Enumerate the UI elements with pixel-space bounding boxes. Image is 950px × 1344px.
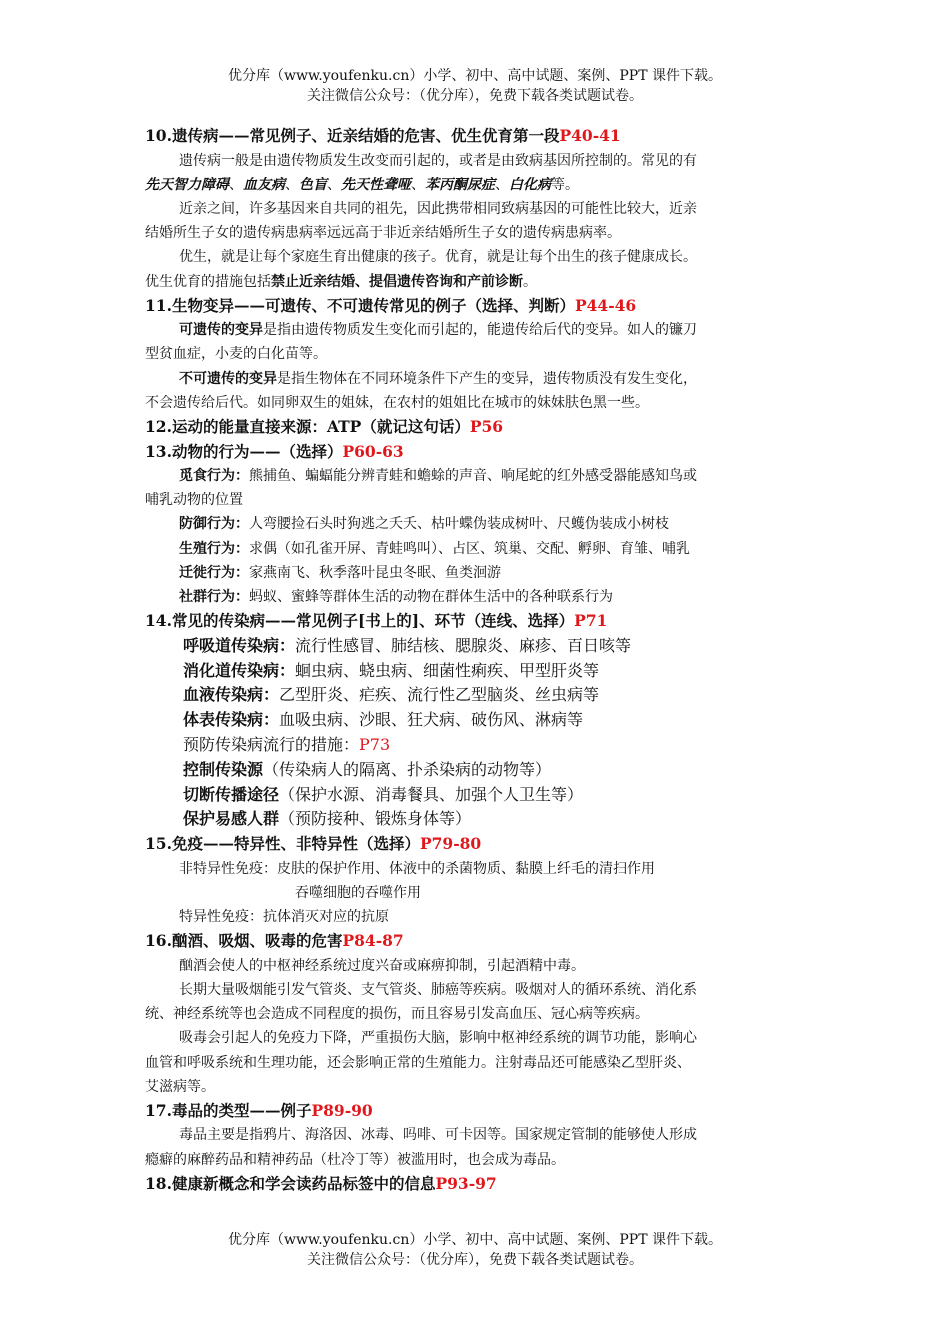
section-10-paragraph-3-cont: 优生优育的措施包括禁止近亲结婚、提倡遗传咨询和产前诊断。: [145, 273, 537, 290]
section-17-paragraph-1: 毒品主要是指鸦片、海洛因、冰毒、吗啡、可卡因等。国家规定管制的能够使人形成: [179, 1127, 697, 1144]
section-10-paragraph-1: 遗传病一般是由遗传物质发生改变而引起的，或者是由致病基因所控制的。常见的有: [179, 152, 697, 169]
section-10-paragraph-2: 近亲之间，许多基因来自共同的祖先，因此携带相同致病基因的可能性比较大，近亲: [179, 200, 697, 217]
disease-surface: 体表传染病：血吸虫病、沙眼、狂犬病、破伤风、淋病等: [183, 710, 584, 730]
section-16-paragraph-2: 长期大量吸烟能引发气管炎、支气管炎、肺癌等疾病。吸烟对人的循环系统、消化系: [179, 981, 697, 998]
section-10-disease-list: 先天智力障碍、血友病、色盲、先天性聋哑、苯丙酮尿症、白化病等。: [145, 176, 579, 193]
disease-blood: 血液传染病：乙型肝炎、疟疾、流行性乙型脑炎、丝虫病等: [183, 685, 600, 705]
header-line-2: 关注微信公众号：（优分库），免费下载各类试题试卷。: [307, 88, 643, 104]
page-header: [0, 66, 950, 106]
section-11-paragraph-1: 可遗传的变异是指由遗传物质发生变化而引起的，能遗传给后代的变异。如人的镰刀: [179, 322, 697, 339]
measure-cut-route: 切断传播途径（保护水源、消毒餐具、加强个人卫生等）: [183, 784, 584, 804]
main-content: [145, 124, 810, 1196]
disease-respiratory: 呼吸道传染病：流行性感冒、肺结核、腮腺炎、麻疹、百日咳等: [183, 635, 632, 655]
section-14-title: 14.常见的传染病——常见例子[书上的]、环节（连线、选择）P71: [145, 611, 608, 631]
measure-protect-susceptible: 保护易感人群（预防接种、锻炼身体等）: [183, 809, 472, 829]
section-11-title: 11.生物变异——可遗传、不可遗传常见的例子（选择、判断）P44-46: [145, 295, 637, 315]
section-16-paragraph-3-end: 艾滋病等。: [145, 1078, 215, 1095]
section-10-paragraph-3: 优生，就是让每个家庭生育出健康的孩子。优育，就是让每个出生的孩子健康成长。: [179, 249, 697, 266]
footer-line-1: 优分库（www.youfenku.cn）小学、初中、高中试题、案例、PPT 课件下载。: [227, 1232, 722, 1248]
footer-line-2: 关注微信公众号：（优分库），免费下载各类试题试卷。: [307, 1252, 643, 1268]
behavior-feeding: 觅食行为：熊捕鱼、蝙蝠能分辨青蛙和蟾蜍的声音、响尾蛇的红外感受器能感知鸟或: [179, 468, 697, 485]
behavior-reproduction: 生殖行为：求偶（如孔雀开屏、青蛙鸣叫）、占区、筑巢、交配、孵卵、育雏、哺乳: [179, 540, 690, 557]
header-line-1: 优分库（www.youfenku.cn）小学、初中、高中试题、案例、PPT 课件下载。: [227, 68, 722, 84]
prevention-heading: 预防传染病流行的措施：P73: [183, 734, 391, 754]
behavior-defense: 防御行为：人弯腰捡石头时狗逃之夭夭、枯叶蝶伪装成树叶、尺蠖伪装成小树枝: [179, 516, 669, 533]
section-18-title: 18.健康新概念和学会读药品标签中的信息P93-97: [145, 1173, 497, 1193]
section-16-paragraph-3: 吸毒会引起人的免疫力下降，严重损伤大脑，影响中枢神经系统的调节功能，影响心: [179, 1030, 697, 1047]
section-12-title: 12.运动的能量直接来源：ATP（就记这句话）P56: [145, 417, 504, 437]
section-11-paragraph-2-cont: 不会遗传给后代。如同卵双生的姐妹，在农村的姐姐比在城市的妹妹肤色黑一些。: [145, 394, 649, 411]
section-15-title: 15.免疫——特异性、非特异性（选择）P79-80: [145, 834, 482, 854]
page-footer: [0, 1230, 950, 1270]
measure-control-source: 控制传染源（传染病人的隔离、扑杀染病的动物等）: [183, 759, 552, 779]
section-11-paragraph-2: 不可遗传的变异是指生物体在不同环境条件下产生的变异，遗传物质没有发生变化，: [179, 370, 697, 387]
nonspecific-immunity: 非特异性免疫：皮肤的保护作用、体液中的杀菌物质、黏膜上纤毛的清扫作用: [179, 860, 655, 877]
nonspecific-immunity-cont: 吞噬细胞的吞噬作用: [295, 884, 421, 901]
section-10-title: 10.遗传病——常见例子、近亲结婚的危害、优生优育第一段P40-41: [145, 126, 621, 145]
section-16-paragraph-3-cont: 血管和呼吸系统和生理功能，还会影响正常的生殖能力。注射毒品还可能感染乙型肝炎、: [145, 1054, 691, 1071]
section-17-paragraph-1-cont: 瘾癖的麻醉药品和精神药品（杜冷丁等）被滥用时，也会成为毒品。: [145, 1151, 565, 1168]
disease-digestive: 消化道传染病：蛔虫病、蛲虫病、细菌性痢疾、甲型肝炎等: [183, 660, 600, 680]
behavior-feeding-cont: 哺乳动物的位置: [145, 492, 243, 509]
section-16-paragraph-2-cont: 统、神经系统等也会造成不同程度的损伤，而且容易引发高血压、冠心病等疾病。: [145, 1006, 649, 1023]
section-13-title: 13.动物的行为——（选择）P60-63: [145, 441, 404, 461]
section-16-title: 16.酗酒、吸烟、吸毒的危害P84-87: [145, 931, 404, 951]
section-17-title: 17.毒品的类型——例子P89-90: [145, 1100, 373, 1120]
section-11-paragraph-1-cont: 型贫血症，小麦的白化苗等。: [145, 346, 327, 363]
behavior-migration: 迁徙行为：家燕南飞、秋季落叶昆虫冬眠、鱼类洄游: [179, 564, 501, 581]
section-16-paragraph-1: 酗酒会使人的中枢神经系统过度兴奋或麻痹抑制，引起酒精中毒。: [179, 957, 585, 974]
behavior-social: 社群行为：蚂蚁、蜜蜂等群体生活的动物在群体生活中的各种联系行为: [179, 589, 613, 606]
specific-immunity: 特异性免疫：抗体消灭对应的抗原: [179, 909, 389, 926]
section-10-paragraph-2-cont: 结婚所生子女的遗传病患病率远远高于非近亲结婚所生子女的遗传病患病率。: [145, 225, 621, 242]
